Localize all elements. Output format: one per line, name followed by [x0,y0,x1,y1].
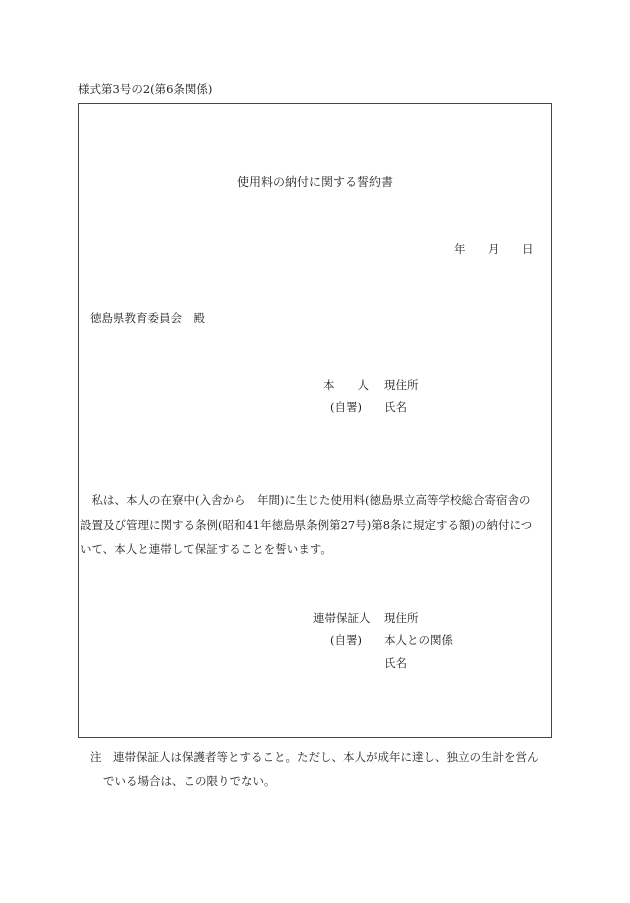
principal-sign-note: (自署) [330,400,362,414]
statement-line: 設置及び管理に関する条例(昭和41年徳島県条例第27号)第8条に規定する額)の納付につ [80,517,533,532]
footnote-line: でいる場合は、この限りでない。 [103,774,276,788]
guarantor-name-label: 氏名 [384,656,407,670]
principal-address-label: 現住所 [384,378,419,392]
statement-paragraph [80,488,550,562]
guarantor-address-label: 現住所 [384,611,419,625]
form-frame [78,103,552,738]
guarantor-sign-note: (自署) [330,633,362,647]
form-number: 様式第3号の2(第6条関係) [78,82,213,96]
guarantor-role: 連帯保証人 [313,611,371,625]
addressee: 徳島県教育委員会 殿 [90,311,205,325]
date-month-label: 月 [488,242,500,256]
date-year-label: 年 [454,242,466,256]
statement-line: 私は、本人の在寮中(入舎から 年間)に生じた使用料(徳島県立高等学校総合寄宿舎の [80,493,531,507]
page-title: 使用料の納付に関する誓約書 [236,175,393,189]
footnote [90,745,560,793]
date-day-label: 日 [522,242,534,256]
statement-line: いて、本人と連帯して保証することを誓います。 [80,542,332,556]
guarantor-relation-label: 本人との関係 [384,633,453,647]
footnote-line: 注 連帯保証人は保護者等とすること。ただし、本人が成年に達し、独立の生計を営ん [90,750,539,764]
principal-name-label: 氏名 [384,400,407,414]
principal-role: 本 人 [323,378,369,392]
